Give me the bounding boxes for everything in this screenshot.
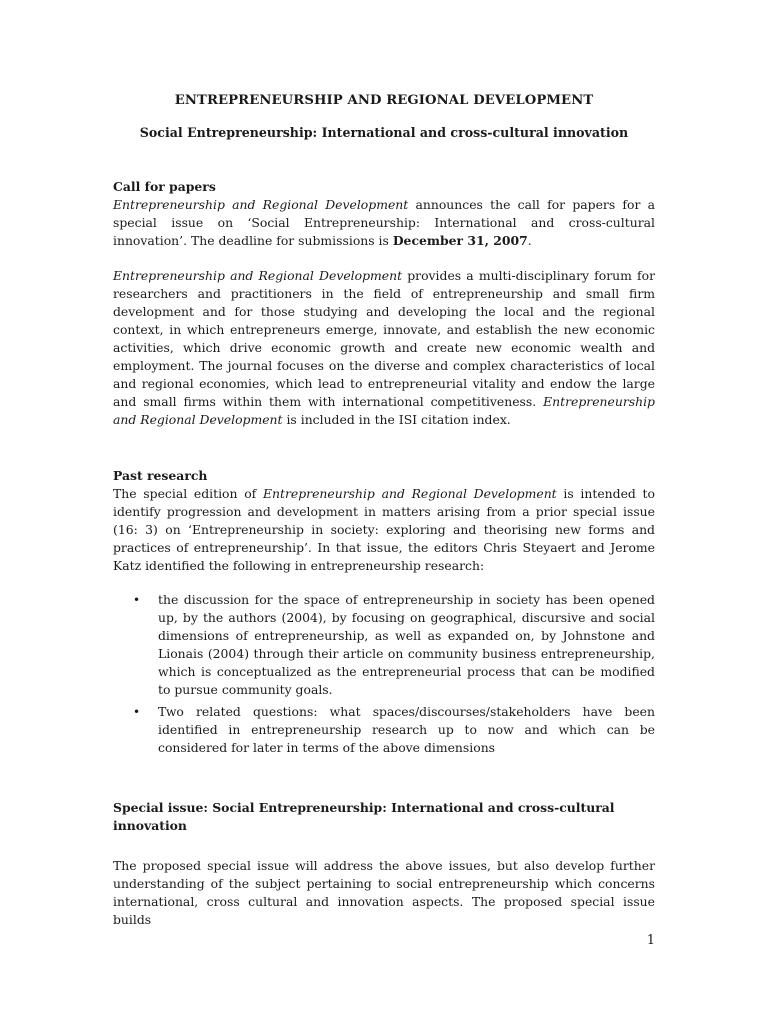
special-issue-paragraph: The proposed special issue will address the above issues, but also develop further understanding of the subject pertaining to social entrepreneurship which concerns international, cross cultural and innovation aspects. The proposed special issue builds: [113, 858, 655, 927]
journal-name: Entrepreneurship and Regional Development: [113, 394, 655, 427]
findings-list: [113, 591, 655, 757]
call-text: announces the call for papers for a special issue on ‘Social Entrepreneurship: International and cross-cultural innovation’. The deadline for submissions is: [113, 197, 656, 248]
journal-description-paragraph: [113, 267, 655, 429]
special-issue-heading: Special issue: Social Entrepreneurship: International and cross-cultural innovation: [113, 800, 615, 833]
past-research-heading: Past research: [113, 468, 208, 483]
description-text-end: is included in the ISI citation index.: [282, 412, 511, 427]
bullet-icon: •: [133, 705, 141, 719]
spacer: [113, 429, 655, 467]
call-for-papers-paragraph: [113, 196, 655, 250]
page-number: 1: [646, 933, 655, 948]
list-item-text: the discussion for the space of entrepreneurship in society has been opened up, by the authors (2004), by focusing on geographical, discursive and social dimensions of entrepreneurship, as well as expanded on, by Johnstone and Lionais (2004) through their article on community business entrepreneurship, which is conceptualized as the entrepreneurial process that can be modified to pursue community goals.: [158, 592, 655, 697]
list-item: [113, 591, 655, 699]
past-research-paragraph: [113, 485, 655, 575]
call-for-papers-heading: Call for papers: [113, 179, 216, 194]
document-subtitle: Social Entrepreneurship: International and cross-cultural innovation: [139, 125, 629, 140]
document-title: ENTREPRENEURSHIP AND REGIONAL DEVELOPMENT: [174, 93, 594, 108]
journal-name: Entrepreneurship and Regional Development: [113, 197, 409, 212]
list-item-text: Two related questions: what spaces/discourses/stakeholders have been identified in entrepreneurship research up to now and which can be considered for later in terms of the above dimensions: [158, 704, 655, 755]
bullet-icon: •: [133, 593, 141, 607]
spacer: [113, 250, 655, 267]
document-body: [113, 92, 655, 929]
call-text-end: .: [527, 233, 532, 248]
deadline-date: December 31, 2007: [392, 233, 528, 248]
journal-name: Entrepreneurship and Regional Development: [262, 486, 557, 501]
spacer: [113, 761, 655, 799]
description-text: provides a multi-disciplinary forum for researchers and practitioners in the field of entrepreneurship and small firm development and for those studying and developing the local and the regional context, in which entrepreneurs emerge, innovate, and establish the new economic activities, which drive economic growth and create new economic wealth and employment. The journal focuses on the diverse and complex characteristics of local and regional economies, which lead to entrepreneurial vitality and endow the large and small firms within them with international competitiveness.: [113, 268, 655, 409]
past-research-text: The special edition of: [113, 486, 263, 501]
journal-name: Entrepreneurship and Regional Development: [113, 268, 403, 283]
list-item: [113, 703, 655, 757]
past-research-text-cont: is intended to identify progression and development in matters arising from a prior special issue (16: 3) on ‘Entrepreneurship in society: exploring and theorising new forms and practices of entrepreneurship’. In that issue, the editors Chris Steyaert and Jerome Katz identified the following in entrepreneurship research:: [113, 486, 655, 573]
